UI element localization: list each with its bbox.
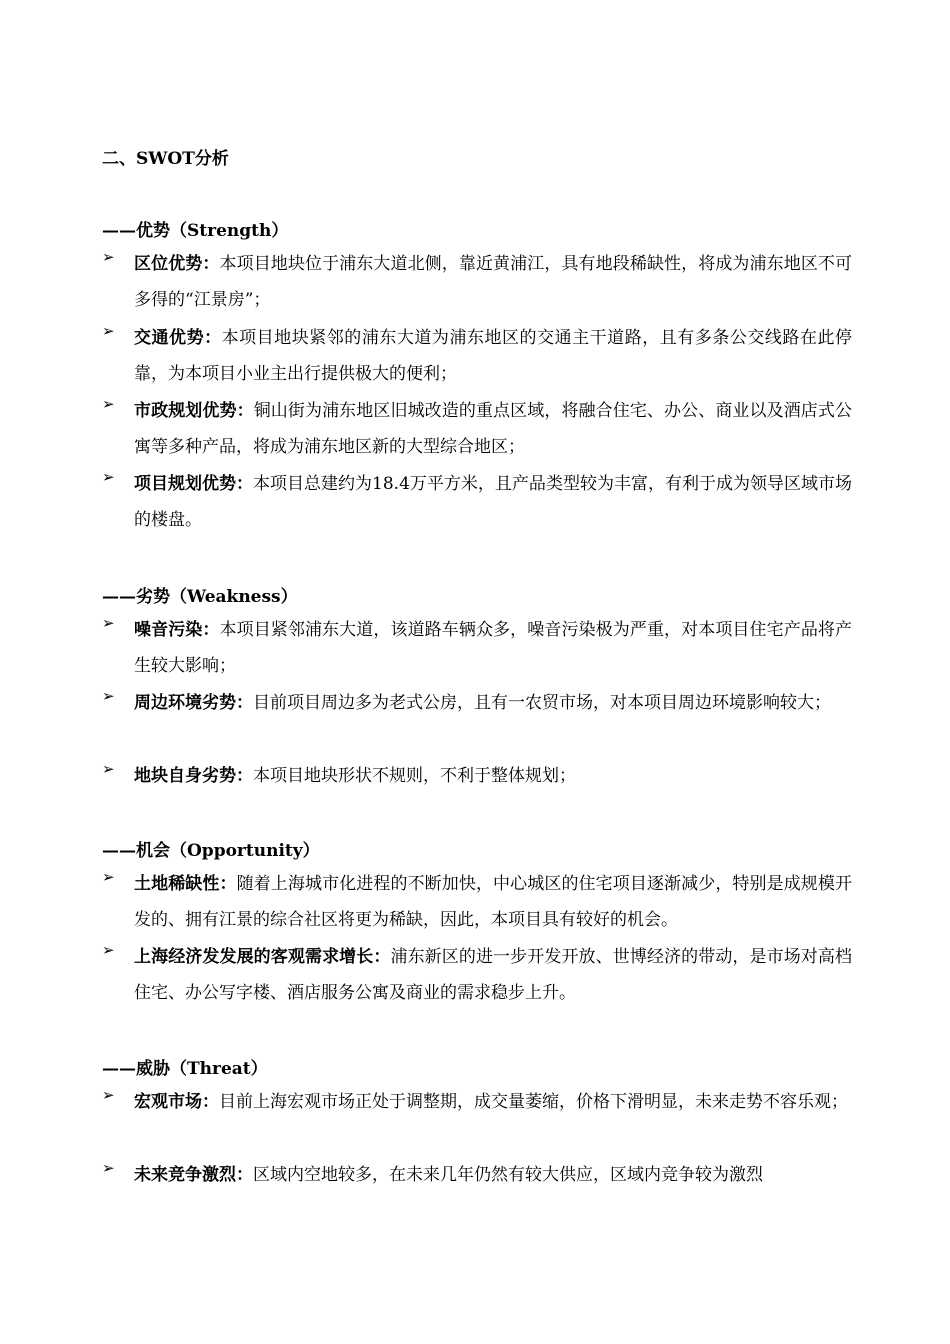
item-label: 区位优势： [134,254,220,274]
arrow-bullet-icon: ➢ [102,1159,115,1177]
list-item [102,758,852,794]
item-label: 土地稀缺性： [134,874,237,894]
list-item [102,246,852,318]
item-text: 本项目地块紧邻的浦东大道为浦东地区的交通主干道路，且有多条公交线路在此停靠，为本项目小业主出行提供极大的便利； [134,328,852,384]
item-text: 本项目地块形状不规则，不利于整体规划； [253,766,576,786]
arrow-bullet-icon: ➢ [102,322,115,340]
item-label: 未来竞争激烈： [134,1165,253,1185]
list-item [102,1084,852,1120]
item-text: 铜山街为浦东地区旧城改造的重点区域，将融合住宅、办公、商业以及酒店式公寓等多种产品，将成为浦东地区新的大型综合地区； [134,401,853,457]
item-text: 随着上海城市化进程的不断加快，中心城区的住宅项目逐渐减少，特别是成规模开发的、拥有江景的综合社区将更为稀缺，因此，本项目具有较好的机会。 [134,874,853,930]
list-item [102,393,852,465]
item-text: 目前项目周边多为老式公房，且有一农贸市场，对本项目周边环境影响较大； [253,693,831,713]
list-item [102,685,852,721]
arrow-bullet-icon: ➢ [102,1086,115,1104]
section-title-threat: ——威胁（Threat） [102,1059,268,1079]
list-item [102,939,852,1011]
item-label: 市政规划优势： [134,401,254,421]
item-label: 地块自身劣势： [134,766,253,786]
section-title-weakness: ——劣势（Weakness） [102,587,298,607]
list-item [102,1157,852,1193]
arrow-bullet-icon: ➢ [102,687,115,705]
arrow-bullet-icon: ➢ [102,248,115,266]
arrow-bullet-icon: ➢ [102,468,115,486]
item-label: 交通优势： [134,328,222,348]
item-text: 浦东新区的进一步开发开放、世博经济的带动，是市场对高档住宅、办公写字楼、酒店服务公寓及商业的需求稳步上升。 [134,947,853,1003]
item-label: 噪音污染： [134,620,220,640]
arrow-bullet-icon: ➢ [102,868,115,886]
list-item [102,612,852,684]
list-item [102,866,852,938]
document-heading: 二、SWOT分析 [102,149,229,169]
item-text: 区域内空地较多，在未来几年仍然有较大供应，区域内竞争较为激烈 [253,1165,763,1185]
item-text: 目前上海宏观市场正处于调整期，成交量萎缩，价格下滑明显，未来走势不容乐观； [219,1092,848,1112]
item-label: 周边环境劣势： [134,693,253,713]
item-text: 本项目总建约为18.4万平方米，且产品类型较为丰富，有利于成为领导区域市场的楼盘。 [134,474,852,530]
list-item [102,466,852,538]
item-label: 上海经济发发展的客观需求增长： [134,947,391,967]
arrow-bullet-icon: ➢ [102,395,115,413]
item-text: 本项目紧邻浦东大道，该道路车辆众多，噪音污染极为严重，对本项目住宅产品将产生较大影响； [134,620,853,676]
arrow-bullet-icon: ➢ [102,614,115,632]
section-title-opportunity: ——机会（Opportunity） [102,841,320,861]
arrow-bullet-icon: ➢ [102,760,115,778]
arrow-bullet-icon: ➢ [102,941,115,959]
list-item [102,320,852,392]
item-text: 本项目地块位于浦东大道北侧，靠近黄浦江，具有地段稀缺性，将成为浦东地区不可多得的“江景房”； [134,254,853,310]
item-label: 宏观市场： [134,1092,219,1112]
item-label: 项目规划优势： [134,474,254,494]
section-title-strength: ——优势（Strength） [102,221,289,241]
